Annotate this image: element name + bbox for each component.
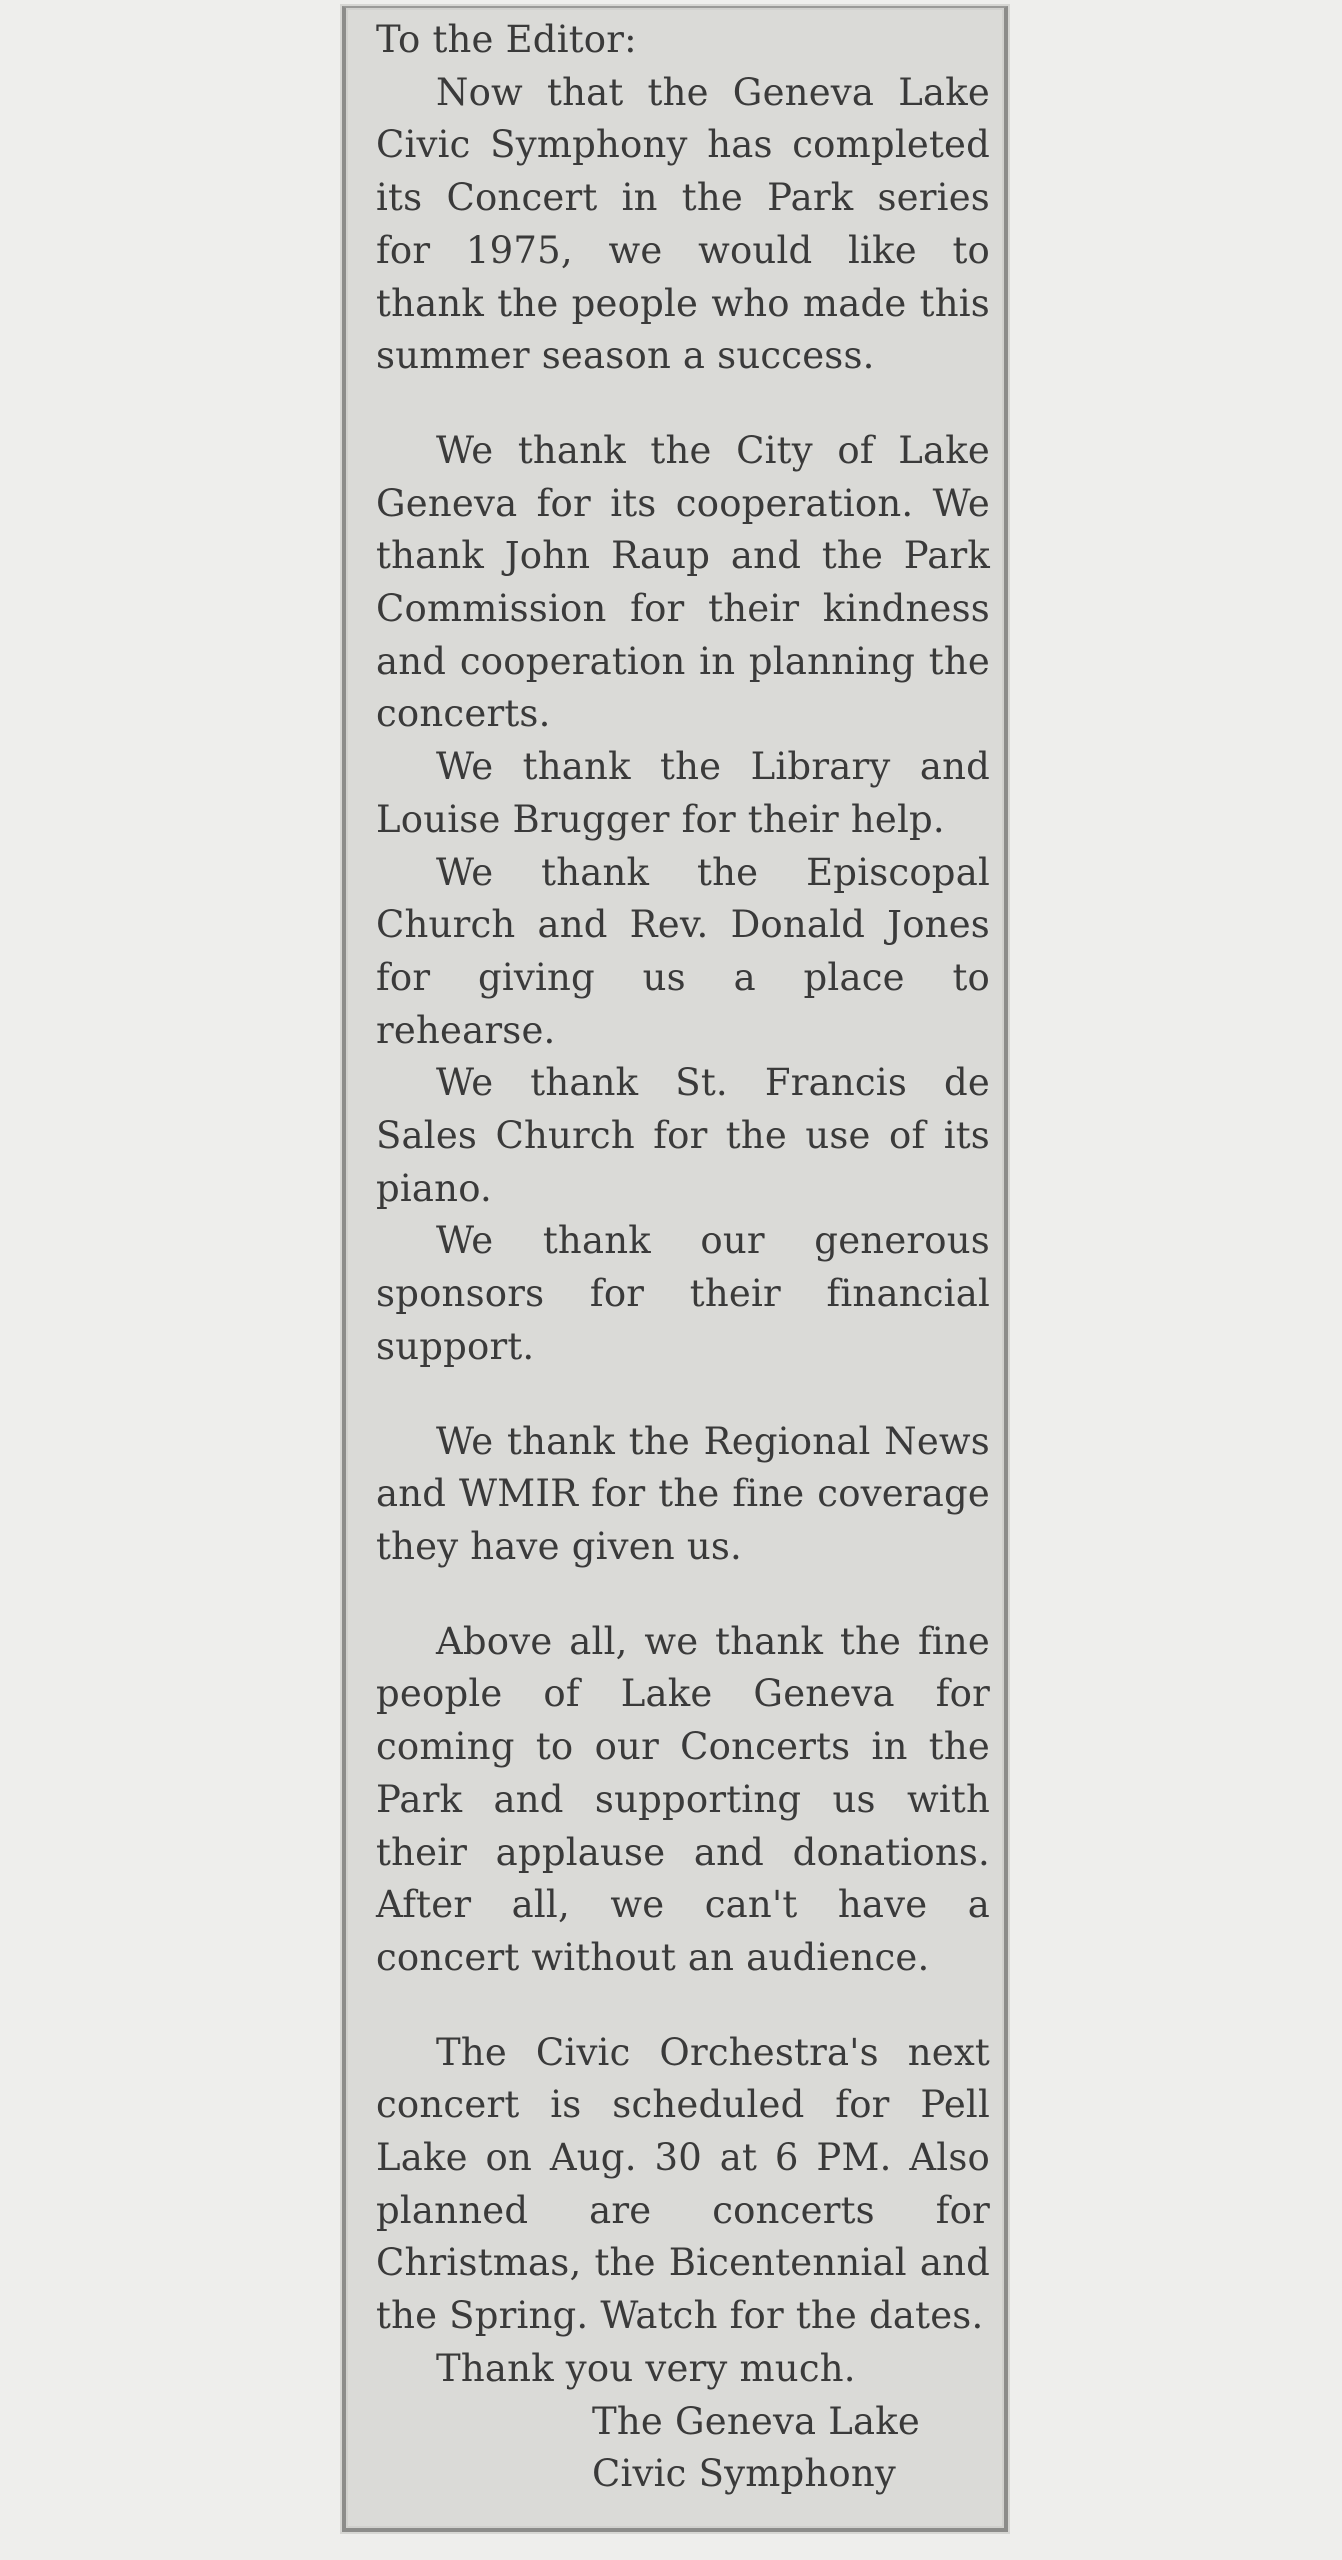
signature-line: The Geneva Lake — [592, 2399, 921, 2443]
letter-paragraph: We thank the Library and Louise Brugger for their help. — [376, 745, 990, 841]
letter-paragraph: We thank St. Francis de Sales Church for the use of its piano. — [376, 1061, 990, 1210]
letter-closing: Thank you very much. — [436, 2346, 856, 2390]
letter-paragraph: The Civic Orchestra's next concert is scheduled for Pell Lake on Aug. 30 at 6 PM. Also planned are concerts for Christmas, the Bicentennial and the Spring. Watch for the dates. — [376, 2030, 990, 2338]
letter-paragraph: We thank the Regional News and WMIR for the fine coverage they have given us. — [376, 1419, 990, 1568]
signature-line: Civic Symphony — [592, 2452, 897, 2496]
letter-paragraph: Now that the Geneva Lake Civic Symphony has completed its Concert in the Park series for 1975, we would like to thank the people who made this summer season a success. — [376, 70, 990, 378]
letter-to-editor — [376, 14, 990, 2501]
letter-paragraph: We thank our generous sponsors for their financial support. — [376, 1219, 990, 1368]
newspaper-clipping — [342, 6, 1008, 2532]
letter-paragraph: We thank the City of Lake Geneva for its cooperation. We thank John Raup and the Park Commission for their kindness and cooperation in planning the concerts. — [376, 428, 990, 736]
letter-paragraph: We thank the Episcopal Church and Rev. Donald Jones for giving us a place to rehearse. — [376, 850, 990, 1052]
letter-paragraph: Above all, we thank the fine people of Lake Geneva for coming to our Concerts in the Park and supporting us with their applause and donations. After all, we can't have a concert without an audience. — [376, 1619, 990, 1979]
letter-salutation: To the Editor: — [376, 18, 637, 61]
letter-signature — [376, 2396, 990, 2501]
